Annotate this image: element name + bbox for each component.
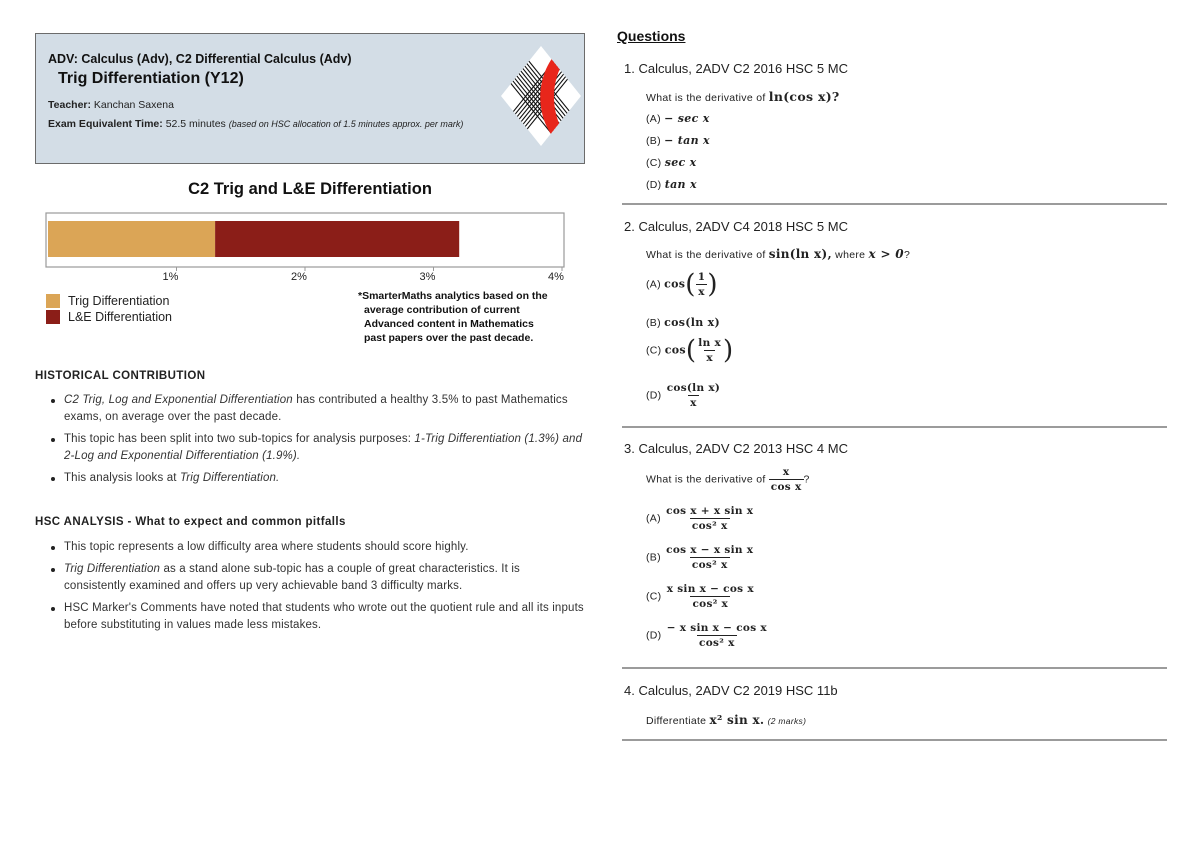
option: [646, 316, 720, 329]
option: (A) cos( $\frac{1}{x}$ ): [646, 269, 718, 300]
legend-label-le: L&E Differentiation: [68, 310, 172, 324]
historical-list: [50, 392, 585, 492]
note-line: *SmarterMaths analytics based on the: [358, 290, 548, 302]
exam-value: 52.5 minutes: [165, 118, 226, 130]
fraction: [665, 382, 722, 409]
bar-le-differentiation: [215, 221, 459, 257]
numerator: cos x − x sin x: [666, 544, 754, 556]
legend-swatch-trig: [46, 294, 60, 308]
denominator: x: [706, 352, 713, 364]
divider: [622, 739, 1167, 741]
option-label: (D): [646, 629, 662, 642]
question-4-title[interactable]: 4. Calculus, 2ADV C2 2019 HSC 11b: [624, 683, 838, 698]
denominator: x: [698, 286, 705, 298]
fraction: [696, 337, 723, 364]
prompt-text: ?: [903, 249, 911, 261]
exam-time-line: [48, 117, 468, 131]
list-item: [50, 431, 585, 465]
option-label: (C): [646, 590, 662, 603]
option-label: (C): [646, 157, 662, 169]
denominator: cos x: [770, 481, 802, 493]
numerator: 1: [697, 271, 706, 283]
hsc-heading: [35, 516, 346, 528]
fraction: [696, 271, 708, 298]
exam-label: Exam Equivalent Time:: [48, 118, 163, 130]
note-line: average contribution of current: [364, 304, 520, 316]
numerator: x: [782, 466, 790, 478]
note-line: past papers over the past decade.: [364, 332, 534, 344]
historical-heading: HISTORICAL CONTRIBUTION: [35, 370, 206, 382]
option-label: (B): [646, 317, 661, 329]
x-tick-label: 1%: [162, 271, 179, 283]
divider: [622, 426, 1167, 428]
fraction: [665, 583, 756, 610]
math-expr: − tan x: [664, 134, 710, 147]
option: [646, 622, 769, 649]
option-label: (D): [646, 389, 662, 402]
option: [646, 134, 710, 147]
hsc-heading-bold: HSC ANALYSIS: [35, 516, 124, 528]
math-expr: − sec x: [664, 112, 710, 125]
option: [646, 112, 710, 125]
divider: [622, 203, 1167, 205]
contribution-chart: [35, 205, 585, 287]
option-label: (B): [646, 551, 661, 564]
fraction: [664, 505, 755, 532]
questions-heading: Questions: [617, 28, 686, 44]
teacher-line: [48, 99, 174, 111]
bullet-text: This analysis looks at: [64, 472, 180, 484]
teacher-label: Teacher:: [48, 99, 91, 111]
option-label: (D): [646, 179, 662, 191]
question-4-prompt: [646, 713, 806, 727]
option: [646, 382, 722, 409]
list-item: [50, 561, 585, 595]
question-3-prompt: [646, 466, 810, 493]
question-2-title[interactable]: 2. Calculus, 2ADV C4 2018 HSC 5 MC: [624, 219, 848, 234]
denominator: cos² x: [691, 520, 728, 532]
smartermaths-logo-icon: [499, 44, 584, 149]
list-item: [50, 470, 585, 487]
legend-item-trig: [46, 293, 172, 309]
denominator: x: [690, 397, 697, 409]
fraction: [769, 466, 804, 493]
breadcrumb: ADV: Calculus (Adv), C2 Differential Calculus (Adv): [48, 52, 352, 66]
x-tick-label: 2%: [291, 271, 307, 283]
list-item: HSC Marker's Comments have noted that students who wrote out the quotient rule and all its inputs before substituting in values made less mistakes.: [50, 600, 585, 634]
numerator: cos(ln x): [666, 382, 721, 394]
fraction: [664, 544, 755, 571]
math-expr: cos: [664, 343, 686, 357]
bullet-text: has contributed a healthy 3.5% to past Mathematics exams, on average over the past decade.: [64, 394, 568, 423]
analytics-note: [358, 289, 583, 345]
divider: [622, 667, 1167, 669]
question-2-prompt: [646, 247, 910, 261]
bullet-italic: 1-Trig Differentiation (1.3%) and 2-Log and Exponential Differentiation (1.9%).: [64, 433, 583, 462]
hsc-list: [50, 539, 585, 639]
bullet-text: as a stand alone sub-topic has a couple of great characteristics. It is consistently examined and offers up very achievable band 3 difficulty marks.: [64, 563, 520, 592]
math-expr: ln(cos x)?: [768, 89, 840, 104]
legend-swatch-le: [46, 310, 60, 324]
math-expr: cos: [664, 277, 686, 291]
prompt-text: where: [831, 249, 869, 261]
legend-item-le: [46, 309, 172, 325]
chart-title: C2 Trig and L&E Differentiation: [188, 180, 432, 198]
prompt-text: What is the derivative of: [646, 249, 769, 261]
legend-label-trig: Trig Differentiation: [68, 294, 170, 308]
bullet-text: This topic has been split into two sub-topics for analysis purposes:: [64, 433, 415, 445]
page-title: Trig Differentiation (Y12): [58, 70, 244, 87]
option-label: (B): [646, 135, 661, 147]
teacher-name: Kanchan Saxena: [93, 99, 174, 111]
denominator: cos² x: [692, 598, 729, 610]
math-expr: tan x: [664, 178, 697, 191]
x-tick-label: 3%: [419, 271, 436, 283]
math-expr: x² sin x.: [709, 713, 765, 727]
list-item: This topic represents a low difficulty area where students should score highly.: [50, 539, 585, 556]
fraction: [665, 622, 769, 649]
option-label: (A): [646, 278, 661, 291]
hsc-heading-rest: - What to expect and common pitfalls: [123, 516, 346, 528]
bar-trig-differentiation: [48, 221, 215, 257]
denominator: cos² x: [699, 637, 735, 649]
option: [646, 583, 756, 610]
topic-header: [35, 33, 585, 164]
list-item: [50, 392, 585, 426]
math-expr: x > 0: [868, 247, 904, 261]
option: [646, 505, 755, 532]
math-expr: sec x: [664, 156, 697, 169]
prompt-text: ?: [803, 473, 810, 486]
question-1-title[interactable]: 1. Calculus, 2ADV C2 2016 HSC 5 MC: [624, 61, 848, 76]
option-label: (A): [646, 512, 661, 525]
numerator: x sin x − cos x: [666, 583, 754, 595]
bullet-italic: Trig Differentiation: [64, 563, 161, 575]
option: [646, 544, 755, 571]
question-3-title[interactable]: 3. Calculus, 2ADV C2 2013 HSC 4 MC: [624, 441, 848, 456]
x-tick-label: 4%: [548, 271, 564, 283]
math-expr: cos(ln x): [664, 316, 721, 329]
option-label: (C): [646, 344, 662, 357]
question-1-prompt: [646, 89, 840, 104]
note-line: Advanced content in Mathematics: [364, 318, 534, 330]
option: (C) cos( $\frac{\text{ln x}}{x}$ ): [646, 335, 734, 366]
option: [646, 178, 697, 191]
math-expr: sin(ln x),: [768, 247, 832, 261]
chart-legend: [46, 293, 172, 325]
numerator: cos x + x sin x: [666, 505, 754, 517]
denominator: cos² x: [691, 559, 728, 571]
bullet-italic: Trig Differentiation.: [179, 472, 280, 484]
option-label: (A): [646, 113, 661, 125]
bullet-italic: C2 Trig, Log and Exponential Differentiation: [64, 394, 293, 406]
option: [646, 156, 696, 169]
exam-note: (based on HSC allocation of 1.5 minutes approx. per mark): [228, 119, 464, 129]
prompt-text: What is the derivative of: [646, 92, 769, 104]
prompt-text: What is the derivative of: [646, 473, 769, 486]
prompt-text: Differentiate: [646, 715, 710, 727]
marks-note: (2 marks): [767, 716, 807, 726]
numerator: ln x: [698, 337, 722, 349]
numerator: − x sin x − cos x: [666, 622, 767, 634]
